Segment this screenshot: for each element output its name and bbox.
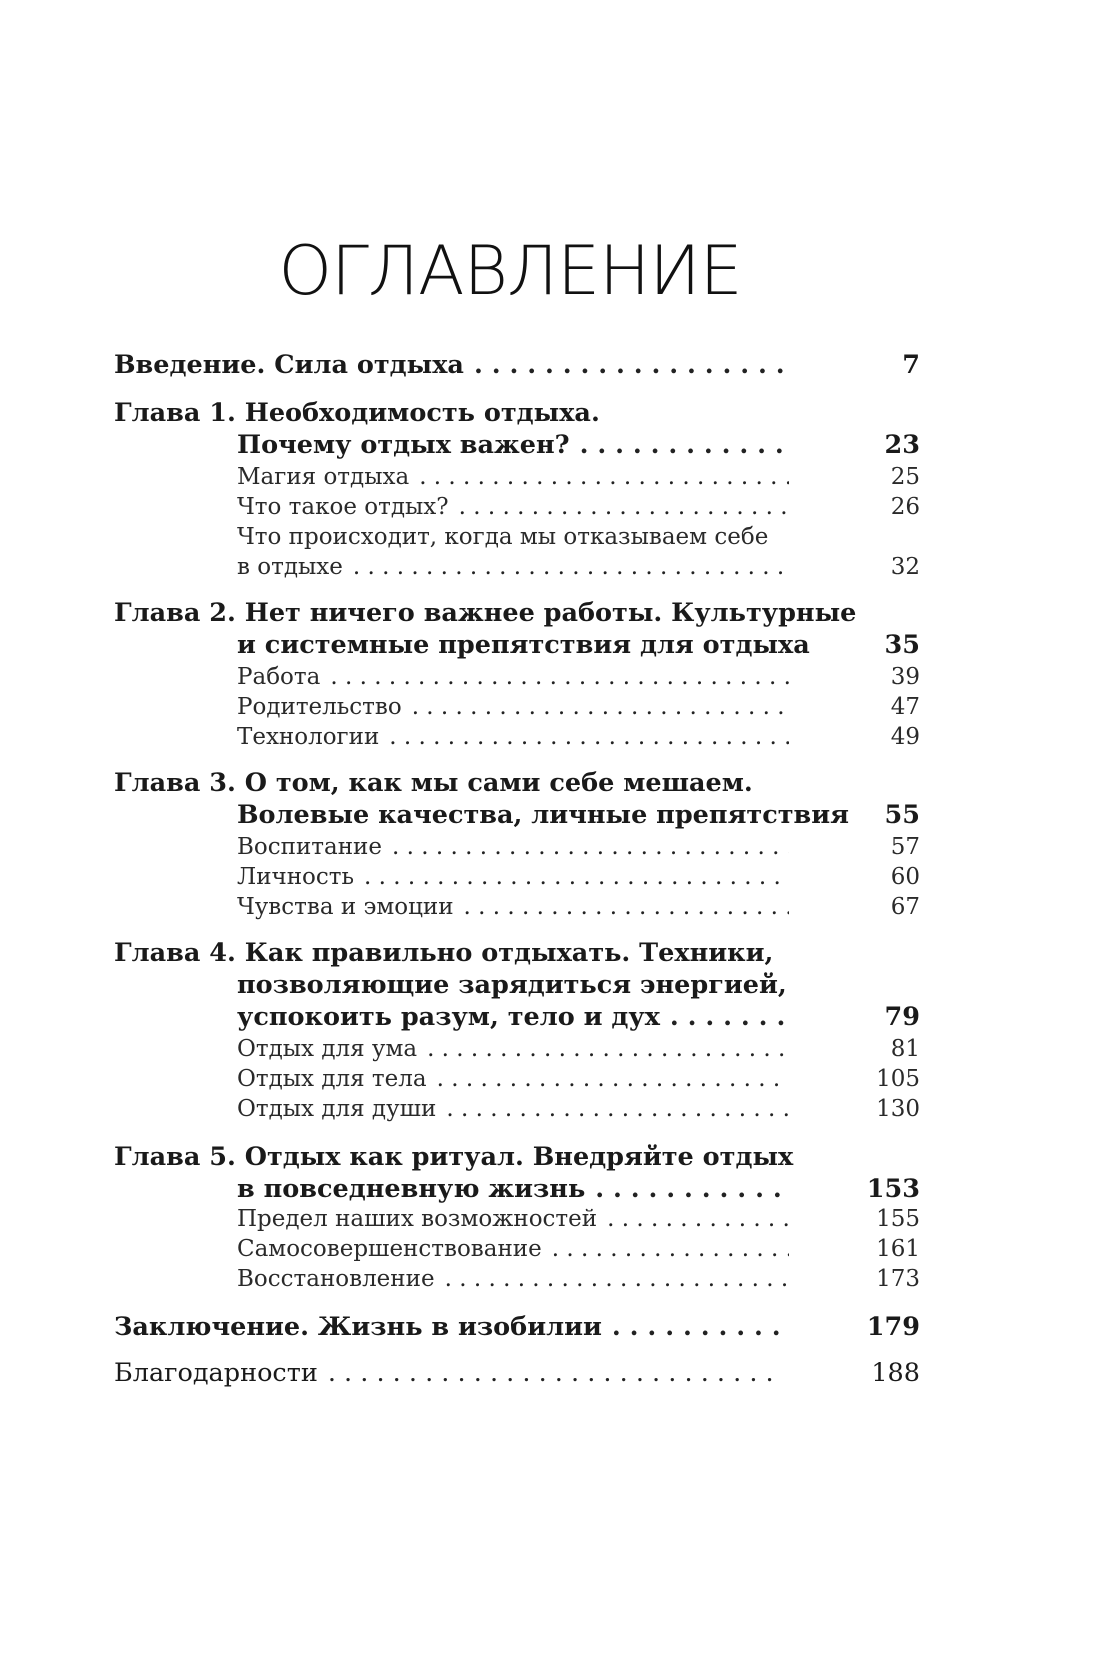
page-number: 161: [876, 1236, 920, 1262]
page-number: 49: [890, 724, 920, 750]
entry-label: Родительство: [237, 694, 402, 720]
entry-label: Почему отдых важен?: [237, 430, 570, 460]
dot-leader: [474, 350, 789, 380]
dot-leader: [419, 464, 789, 490]
dot-leader: [612, 1312, 789, 1342]
page-number: 153: [866, 1174, 920, 1204]
entry-label: Волевые качества, личные препятствия: [237, 800, 849, 830]
page-number: 179: [866, 1312, 920, 1342]
entry-label: и системные препятствия для отдыха: [237, 630, 810, 660]
dot-leader: [389, 724, 789, 750]
dot-leader: [446, 1096, 789, 1122]
page-number: 7: [902, 350, 920, 380]
entry-label: Самосовершенствование: [237, 1236, 542, 1262]
chapter-5-title-line1[interactable]: Глава 5. Отдых как ритуал. Внедряйте отдых: [114, 1142, 794, 1172]
entry-label: Благодарности: [114, 1358, 318, 1388]
dot-leader: [464, 894, 789, 920]
entry-label: в отдыхе: [237, 554, 343, 580]
dot-leader: [607, 1206, 789, 1232]
page-title: ОГЛАВЛЕНИЕ: [278, 232, 742, 311]
page-number: 39: [890, 664, 920, 690]
dot-leader: [580, 430, 789, 460]
entry-label: Работа: [237, 664, 321, 690]
page-number: 25: [890, 464, 920, 490]
page-number: 32: [890, 554, 920, 580]
page-number: 35: [884, 630, 920, 660]
dot-leader: [427, 1036, 789, 1062]
page-number: 79: [884, 1002, 920, 1032]
dot-leader: [412, 694, 789, 720]
entry-label: успокоить разум, тело и дух: [237, 1002, 660, 1032]
page-number: 23: [884, 430, 920, 460]
dot-leader: [392, 834, 789, 860]
page-number: 81: [890, 1036, 920, 1062]
page-number: 26: [890, 494, 920, 520]
entry-label: Заключение. Жизнь в изобилии: [114, 1312, 602, 1342]
entry-label: Что такое отдых?: [237, 494, 449, 520]
page-number: 55: [884, 800, 920, 830]
chapter-3-title-line1[interactable]: Глава 3. О том, как мы сами себе мешаем.: [114, 768, 753, 798]
dot-leader: [595, 1174, 789, 1204]
entry-label: Введение. Сила отдыха: [114, 350, 464, 380]
entry-label: Отдых для ума: [237, 1036, 418, 1062]
page-number: 67: [890, 894, 920, 920]
page-number: 173: [876, 1266, 920, 1292]
chapter-2-title-line1[interactable]: Глава 2. Нет ничего важнее работы. Культурные: [114, 598, 857, 628]
dot-leader: [437, 1066, 789, 1092]
page-number: 60: [890, 864, 920, 890]
chapter-4-title-line1[interactable]: Глава 4. Как правильно отдыхать. Техники,: [114, 938, 774, 968]
page-number: 57: [890, 834, 920, 860]
page-number: 155: [876, 1206, 920, 1232]
entry-label: Отдых для тела: [237, 1066, 427, 1092]
dot-leader: [459, 494, 789, 520]
dot-leader: [364, 864, 789, 890]
page-number: 188: [871, 1358, 920, 1388]
entry-label: Предел наших возможностей: [237, 1206, 598, 1232]
dot-leader: [552, 1236, 789, 1262]
entry-label: Восстановление: [237, 1266, 435, 1292]
page-number: 105: [876, 1066, 920, 1092]
dot-leader: [670, 1002, 789, 1032]
dot-leader: [445, 1266, 789, 1292]
page-number: 130: [876, 1096, 920, 1122]
entry-label: Отдых для души: [237, 1096, 437, 1122]
entry-label: Магия отдыха: [237, 464, 410, 490]
entry-label: Воспитание: [237, 834, 382, 860]
entry-label: в повседневную жизнь: [237, 1174, 586, 1204]
chapter-4-title-line2[interactable]: позволяющие зарядиться энергией,: [237, 970, 787, 1000]
entry-label: Личность: [237, 864, 355, 890]
dot-leader: [330, 664, 789, 690]
page-number: 47: [890, 694, 920, 720]
subentry-label-line1[interactable]: Что происходит, когда мы отказываем себе: [237, 524, 769, 550]
dot-leader: [353, 554, 789, 580]
entry-label: Технологии: [237, 724, 380, 750]
dot-leader: [328, 1358, 776, 1388]
chapter-1-title-line1[interactable]: Глава 1. Необходимость отдыха.: [114, 398, 600, 428]
entry-label: Чувства и эмоции: [237, 894, 454, 920]
